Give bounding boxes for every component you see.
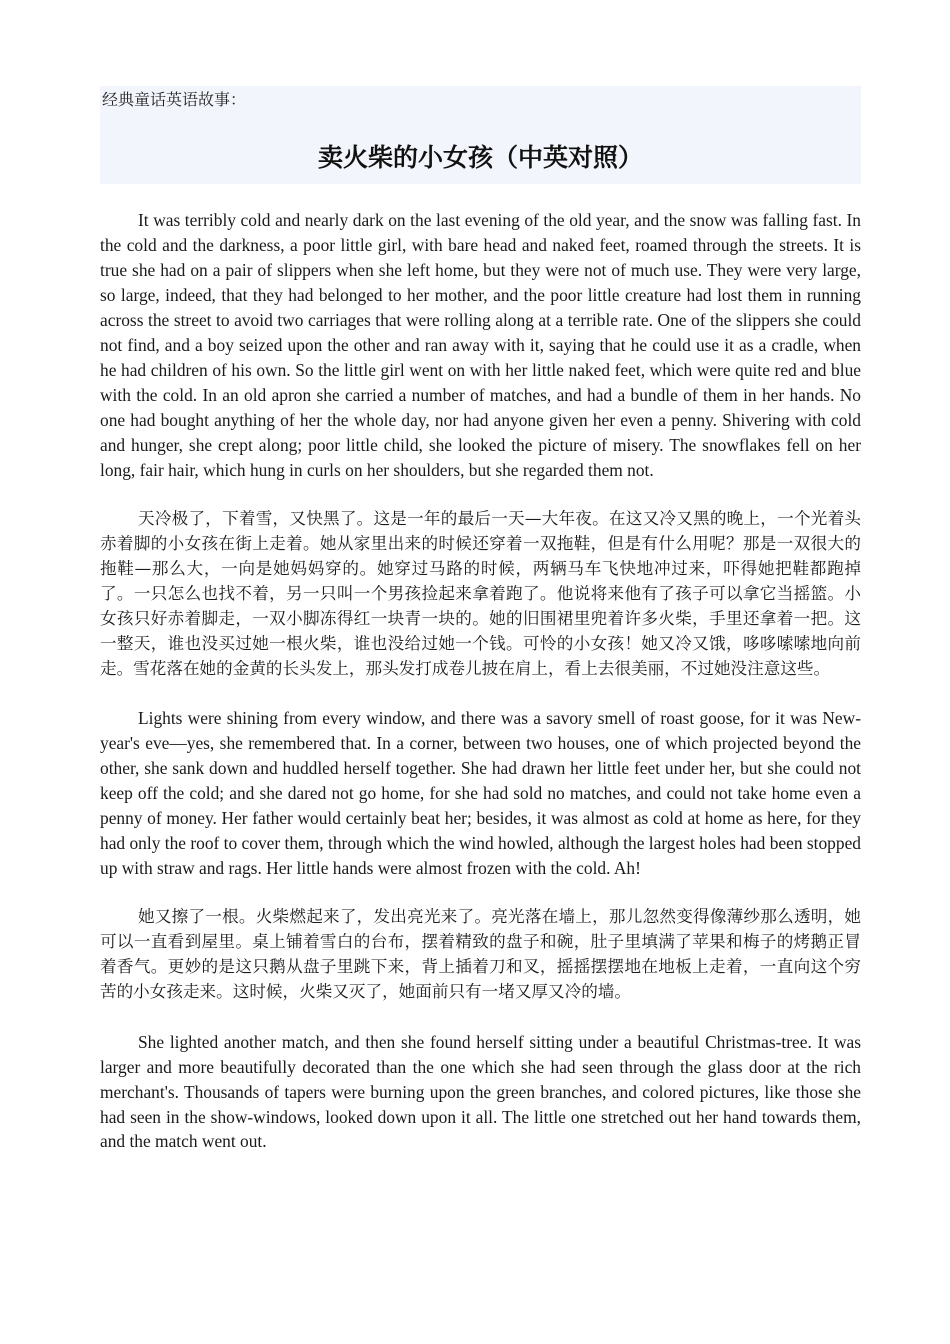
title-banner (100, 86, 861, 184)
document-page (100, 86, 861, 1154)
series-label: 经典童话英语故事： (102, 90, 247, 109)
paragraph-english-2: Lights were shining from every window, and there was a savory smell of roast goose, for it was New-year's eve—yes, she remembered that. In a corner, between two houses, one of which projected beyond the other, she sank down and huddled herself together. She had drawn her little feet under her, but she could not keep off the cold; and she dared not go home, for she had sold no matches, and could not take home even a penny of money. Her father would certainly beat her; besides, it was almost as cold at home as here, for they had only the roof to cover them, through which the wind howled, although the largest holes had been stopped up with straw and rags. Her little hands were almost frozen with the cold. Ah! (100, 708, 861, 878)
paragraph-chinese-1: 天冷极了，下着雪，又快黑了。这是一年的最后一天—大年夜。在这又冷又黑的晚上，一个光着头赤着脚的小女孩在街上走着。她从家里出来的时候还穿着一双拖鞋，但是有什么用呢？那是一双很大的拖鞋—那么大，一向是她妈妈穿的。她穿过马路的时候，两辆马车飞快地冲过来，吓得她把鞋都跑掉了。一只怎么也找不着，另一只叫一个男孩捡起来拿着跑了。他说将来他有了孩子可以拿它当摇篮。小女孩只好赤着脚走，一双小脚冻得红一块青一块的。她的旧围裙里兜着许多火柴，手里还拿着一把。这一整天，谁也没买过她一根火柴，谁也没给过她一个钱。可怜的小女孩！她又冷又饿，哆哆嗦嗦地向前走。雪花落在她的金黄的长头发上，那头发打成卷儿披在肩上，看上去很美丽，不过她没注意这些。 (100, 508, 861, 678)
paragraph-chinese-2: 她又擦了一根。火柴燃起来了，发出亮光来了。亮光落在墙上，那儿忽然变得像薄纱那么透明，她可以一直看到屋里。桌上铺着雪白的台布，摆着精致的盘子和碗，肚子里填满了苹果和梅子的烤鹅正冒着香气。更妙的是这只鹅从盘子里跳下来，背上插着刀和叉，摇摇摆摆地在地板上走着，一直向这个穷苦的小女孩走来。这时候，火柴又灭了，她面前只有一堵又厚又冷的墙。 (100, 907, 861, 1002)
paragraph-english-1: It was terribly cold and nearly dark on the last evening of the old year, and the snow was falling fast. In the cold and the darkness, a poor little girl, with bare head and naked feet, roamed through the streets. It is true she had on a pair of slippers when she left home, but they were not of much use. They were very large, so large, indeed, that they had belonged to her mother, and the poor little creature had lost them in running across the street to avoid two carriages that were rolling along at a terrible rate. One of the slippers she could not find, and a boy seized upon the other and ran away with it, saying that he could use it as a cradle, when he had children of his own. So the little girl went on with her little naked feet, which were quite red and blue with the cold. In an old apron she carried a number of matches, and had a bundle of them in her hands. No one had bought anything of her the whole day, nor had anyone given her even a penny. Shivering with cold and hunger, she crept along; poor little child, she looked the picture of misery. The snowflakes fell on her long, fair hair, which hung in curls on her shoulders, but she regarded them not. (100, 210, 861, 480)
paragraph-spacer (100, 1005, 861, 1030)
paragraph-spacer (100, 881, 861, 906)
page-title: 卖火柴的小女孩（中英对照） (317, 143, 643, 172)
paragraph-spacer (100, 482, 861, 507)
paragraph-spacer (100, 682, 861, 707)
paragraph-english-3: She lighted another match, and then she found herself sitting under a beautiful Christmas-tree. It was larger and more beautifully decorated than the one which she had seen through the glass door at the rich merchant's. Thousands of tapers were burning upon the green branches, and colored pictures, like those she had seen in the show-windows, looked down upon it all. The little one stretched out her hand towards them, and the match went out. (100, 1031, 861, 1152)
